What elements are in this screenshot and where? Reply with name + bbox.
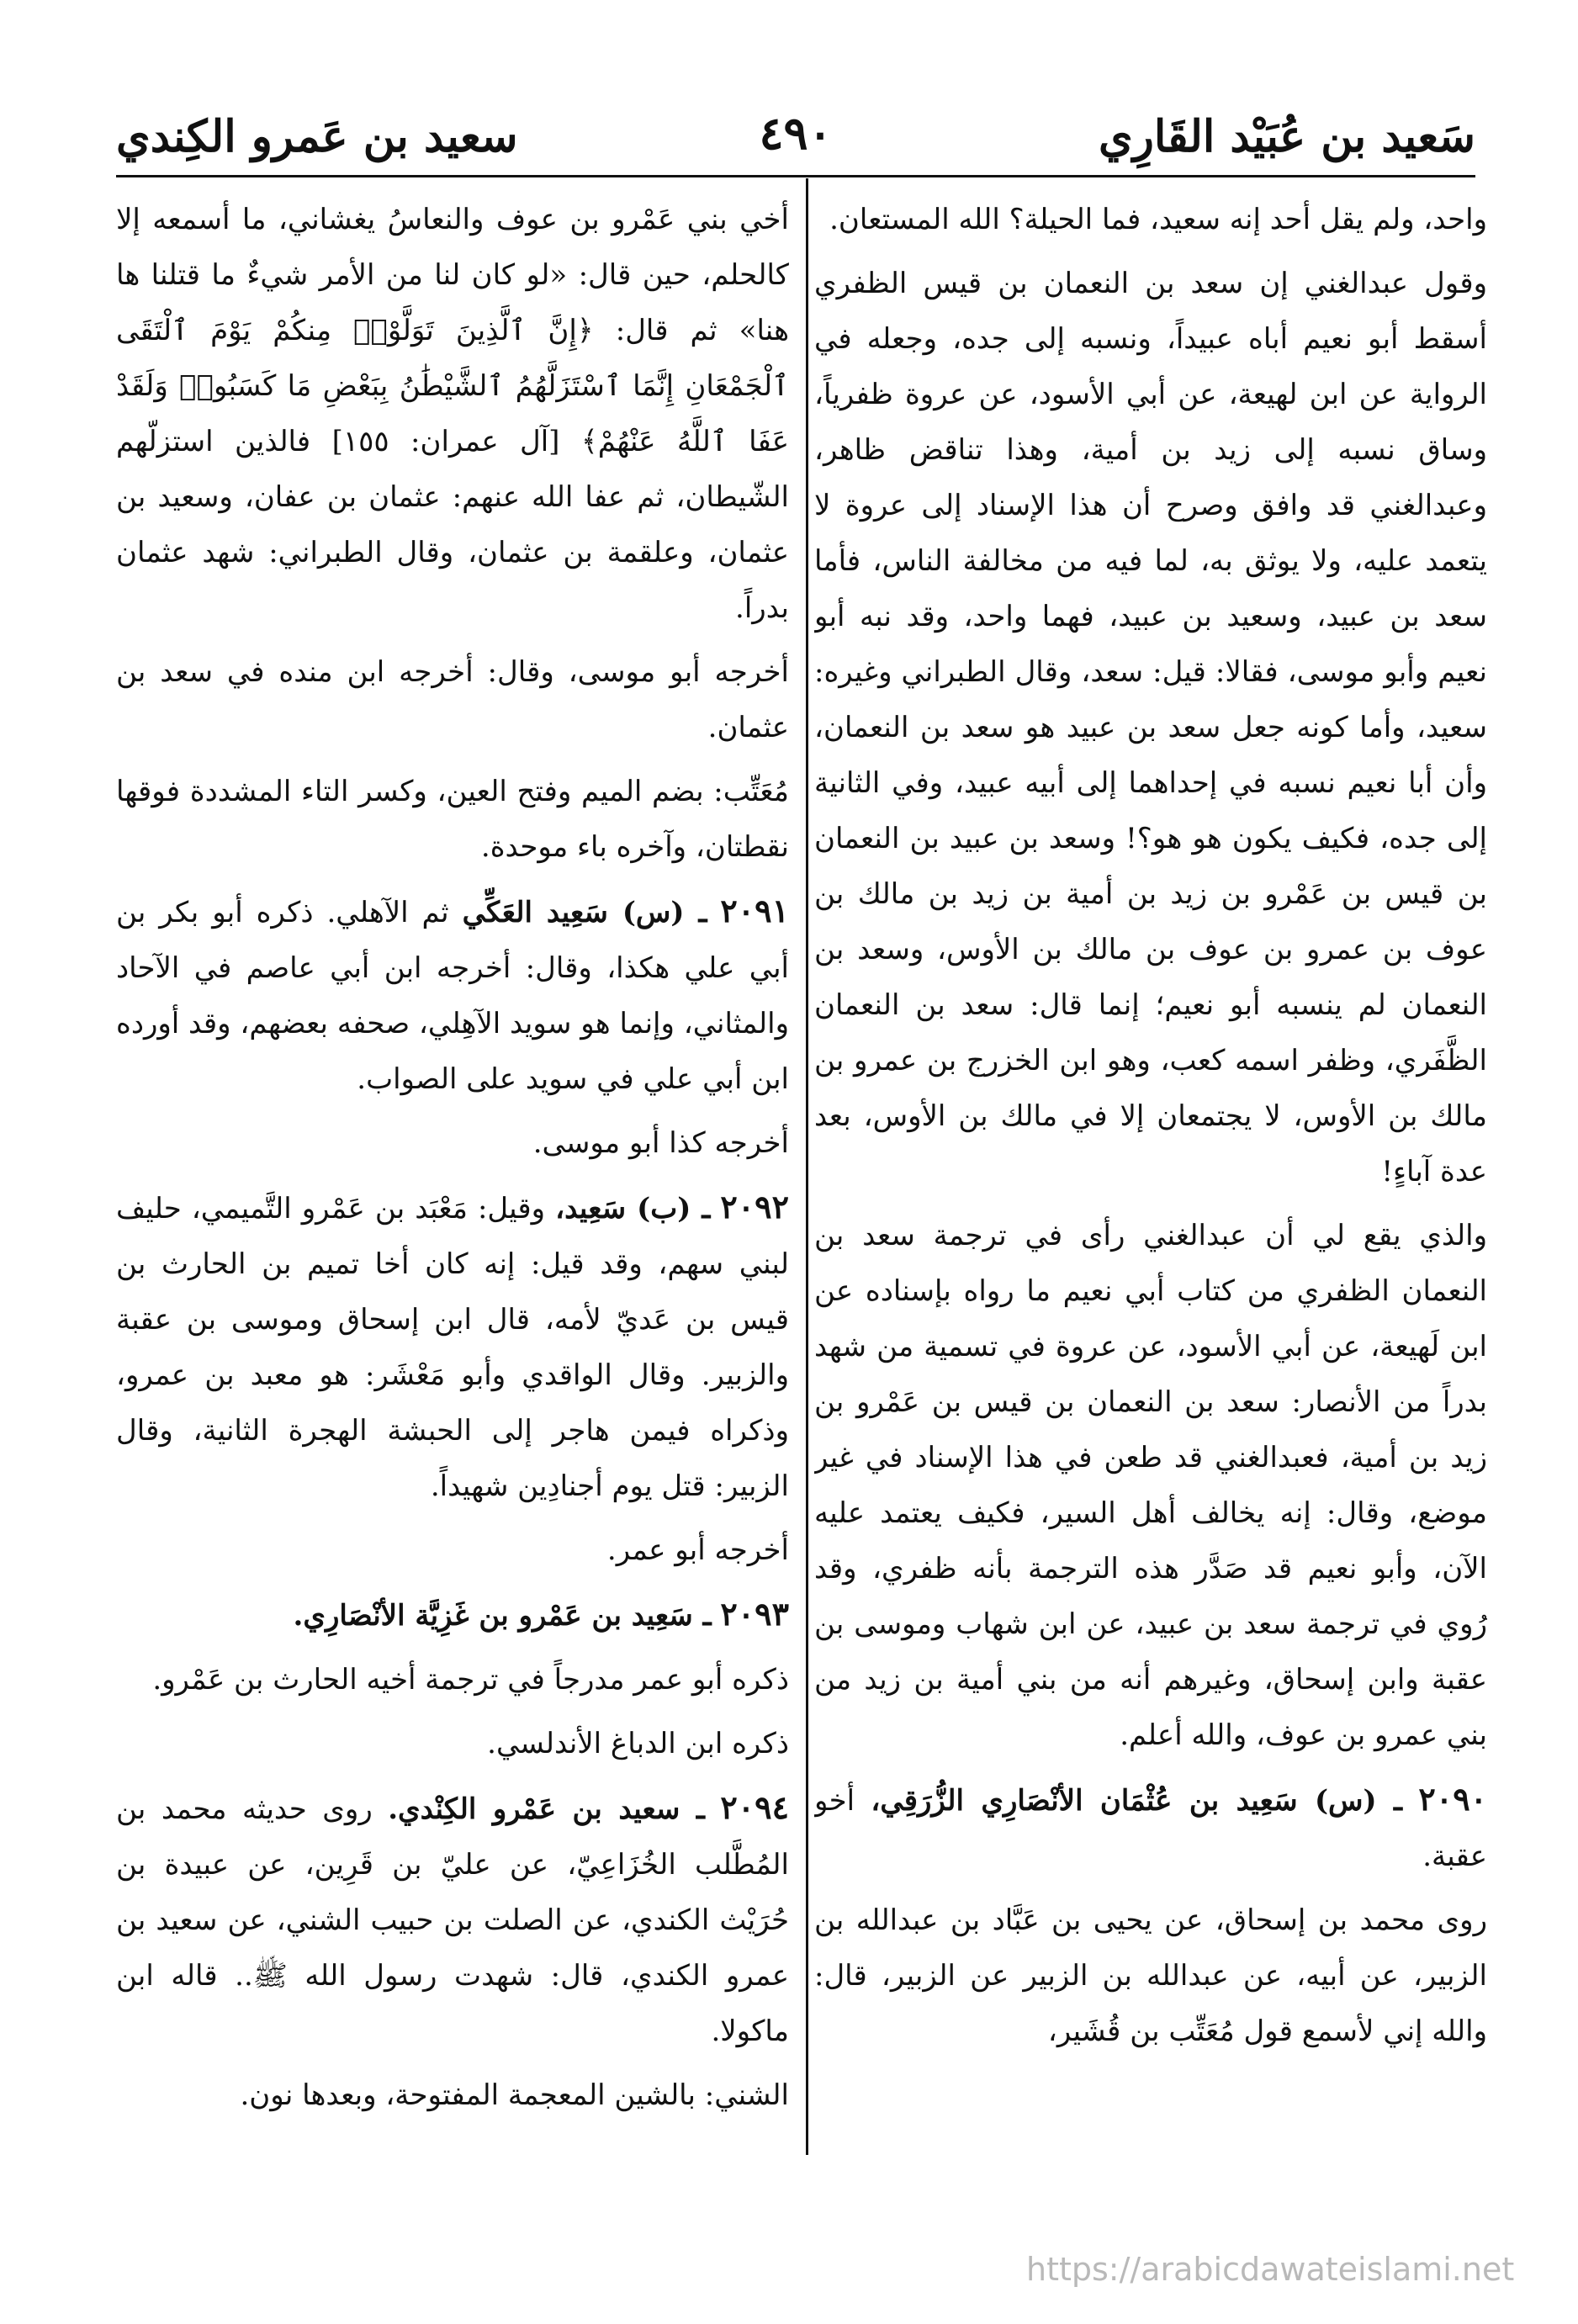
entry-body: ثم الآهلي. ذكره أبو بكر بن أبي علي هكذا، وقال: أخرجه ابن أبي عاصم في الآحاد والمثاني، وإنما هو سويد الآهِلي، صحفه بعضهم، وقد أورده ابن أبي علي في سويد على الصواب.	[116, 896, 789, 1096]
text-run: أخي بني عَمْرو بن عوف والنعاسُ يغشاني، ما أسمعه إلا كالحلم، حين قال: «لو كان لنا من الأمر شيءٌ ما قتلنا ها هنا» ثم قال:	[116, 203, 789, 347]
paragraph: الشني: بالشين المعجمة المفتوحة، وبعدها نون.	[240, 2078, 789, 2112]
entry-heading-tail: أخو عقبة.	[814, 1784, 1487, 1873]
entry-body: وقيل: مَعْبَد بن عَمْرو التَّميمي، حليف لبني سهم، وقد قيل: إنه كان أخا تميم بن الحارث بن قيس بن عَديّ لأمه، قال ابن إسحاق وموسى بن عقبة والزبير. وقال الواقدي وأبو مَعْشَر: هو معبد بن عمرو، وذكراه فيمن هاجر إلى الحبشة الهجرة الثانية، وقال الزبير: قتل يوم أجنادِين شهيداً.	[116, 1192, 789, 1503]
running-title-left: سعيد بن عَمرو الكِندي	[116, 111, 518, 162]
entry-2093	[116, 1586, 789, 1644]
entry-2092	[116, 1179, 789, 1514]
column-divider	[806, 178, 808, 2155]
entry-number: ٢٠٩١	[720, 892, 789, 929]
entry-heading: ـ سَعِيد بن عَمْرو بن غَزِيَّة الأنْصَارِي.	[293, 1599, 712, 1633]
entry-number: ٢٠٩٠	[1418, 1780, 1487, 1818]
quran-verse: ﴿إِنَّ ٱلَّذِينَ تَوَلَّوْا۟ مِنكُمْ يَوْمَ ٱلْتَقَى ٱلْجَمْعَانِ إِنَّمَا ٱسْتَزَلَّهُمُ ٱلشَّيْطَٰنُ بِبَعْضِ مَا كَسَبُوا۟ وَلَقَدْ عَفَا ٱللَّهُ عَنْهُمْ﴾	[116, 314, 789, 458]
left-column	[116, 192, 789, 2177]
watermark-url: https://arabicdawateislami.net	[1026, 2251, 1515, 2288]
entry-heading: ـ (ب) سَعِيد،	[555, 1192, 711, 1226]
page-number: ٤٩٠	[759, 106, 833, 160]
entry-heading: ـ (س) سَعِيد العَكِّي	[462, 896, 707, 929]
text-run: فالذين استزلّهم الشّيطان، ثم عفا الله عنهم: عثمان بن عفان، وسعيد بن عثمان، وعلقمة بن عثمان، وقال الطبراني: شهد عثمان بدراً.	[116, 425, 789, 625]
entry-number: ٢٠٩٢	[720, 1188, 789, 1226]
paragraph: أخرجه أبو موسى، وقال: أخرجه ابن منده في سعد بن عثمان.	[116, 655, 789, 744]
entry-number: ٢٠٩٤	[720, 1788, 789, 1826]
paragraph: ذكره أبو عمر مدرجاً في ترجمة أخيه الحارث بن عَمْرو.	[152, 1663, 789, 1697]
paragraph: ذكره ابن الدباغ الأندلسي.	[487, 1727, 789, 1760]
paragraph: مُعَتِّب: بضم الميم وفتح العين، وكسر التاء المشددة فوقها نقطتان، وآخره باء موحدة.	[116, 775, 789, 864]
paragraph: أخرجه كذا أبو موسى.	[532, 1126, 789, 1160]
right-column	[814, 192, 1487, 2177]
paragraph	[116, 192, 789, 636]
header-rule	[116, 175, 1475, 177]
entry-heading: ـ (س) سَعِيد بن عُثْمَان الأنْصَارِي الزُّرَقِي،	[871, 1784, 1402, 1818]
entry-2091	[116, 883, 789, 1107]
paragraph: روى محمد بن إسحاق، عن يحيى بن عَبَّاد بن عبدالله بن الزبير، عن أبيه، عن عبدالله بن الزبير عن الزبير، قال: والله إني لأسمع قول مُعَتِّب بن قُشَير،	[814, 1903, 1487, 2048]
page-header	[116, 99, 1475, 175]
paragraph: أخرجه أبو عمر.	[606, 1533, 789, 1567]
entry-body: روى حديثه محمد بن المُطَّلب الخُزَاعِيّ، عن عليّ بن قَرِين، عن عبيدة بن حُرَيْث الكندي، عن الصلت بن حبيب الشني، عن سعيد بن عمرو الكندي، قال: شهدت رسول الله ﷺ.. قاله ابن ماكولا.	[116, 1792, 789, 2048]
paragraph: واحد، ولم يقل أحد إنه سعيد، فما الحيلة؟ الله المستعان.	[829, 203, 1487, 236]
paragraph: وقول عبدالغني إن سعد بن النعمان بن قيس الظفري أسقط أبو نعيم أباه عبيداً، ونسبه إلى جده، وجعله في الرواية عن ابن لهيعة، عن أبي الأسود، عن عروة ظفرياً، وساق نسبه إلى زيد بن أمية، وهذا تناقض ظاهر، وعبدالغني قد وافق وصرح أن هذا الإسناد إلى عروة لا يتعمد عليه، ولا يوثق به، لما فيه من مخالفة الناس، فأما سعد بن عبيد، وسعيد بن عبيد، فهما واحد، وقد نبه أبو نعيم وأبو موسى، فقالا: قيل: سعد، وقال الطبراني وغيره: سعيد، وأما كونه جعل سعد بن عبيد هو سعد بن النعمان، وأن أبا نعيم نسبه في إحداهما إلى أبيه عبيد، وفي الثانية إلى جده، فكيف يكون هو هو؟! وسعد بن عبيد بن النعمان بن قيس بن عَمْرو بن زيد بن أمية بن زيد بن مالك بن عوف بن عمرو بن عوف بن مالك بن الأوس، وسعد بن النعمان لم ينسبه أبو نعيم؛ إنما قال: سعد بن النعمان الظَّفَري، وظفر اسمه كعب، وهو ابن الخزرج بن عمرو بن مالك بن الأوس، لا يجتمعان إلا في مالك بن الأوس، بعد عدة آباءٍ!	[814, 267, 1487, 1188]
verse-reference: [آل عمران: ١٥٥]	[331, 425, 560, 458]
paragraph: والذي يقع لي أن عبدالغني رأى في ترجمة سعد بن النعمان الظفري من كتاب أبي نعيم ما رواه بإسناده عن ابن لَهيعة، عن أبي الأسود، عن عروة في تسمية من شهد بدراً من الأنصار: سعد بن النعمان بن قيس بن عَمْرو بن زيد بن أمية، فعبدالغني قد طعن في هذا الإسناد في غير موضع، وقال: إنه يخالف أهل السير، فكيف يعتمد عليه الآن، وأبو نعيم قد صَدَّر هذه الترجمة بأنه ظفري، وقد رُوي في ترجمة سعد بن عبيد، عن ابن شهاب وموسى بن عقبة وابن إسحاق، وغيرهم أنه من بني أمية بن زيد من بني عمرو بن عوف، والله أعلم.	[814, 1219, 1487, 1752]
entry-heading: ـ سعيد بن عَمْرو الكِنْدي.	[388, 1792, 705, 1826]
entry-2094	[116, 1780, 789, 2059]
entry-number: ٢٠٩٣	[720, 1595, 789, 1633]
running-title-right: سَعيد بن عُبَيْد القَارِي	[1099, 111, 1475, 162]
entry-2090	[814, 1771, 1487, 1884]
